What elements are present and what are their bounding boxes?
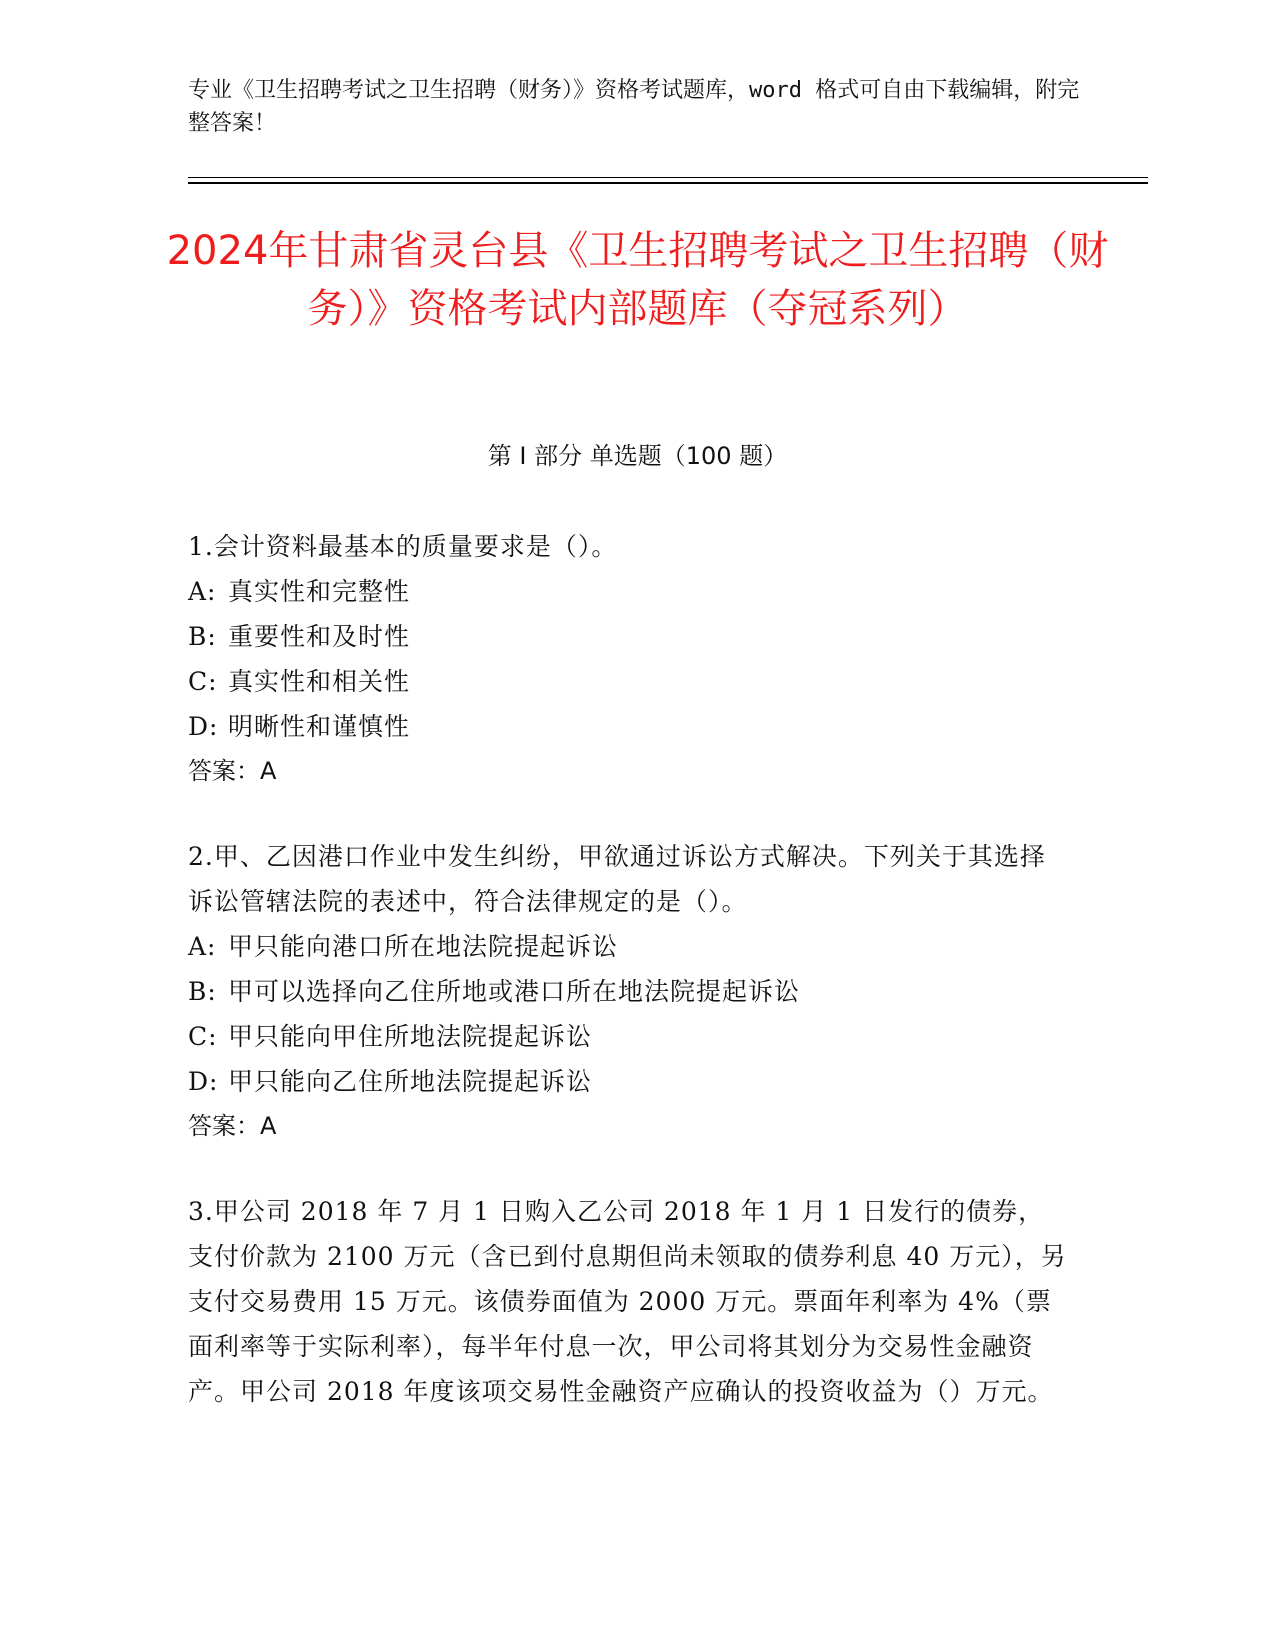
question-item [188, 834, 1068, 1149]
header-rule [188, 177, 1148, 178]
question-stem: 2.甲、乙因港口作业中发生纠纷，甲欲通过诉讼方式解决。下列关于其选择诉讼管辖法院的表述中，符合法律规定的是（）。 [188, 842, 1046, 916]
question-list [188, 524, 1068, 1454]
option-letter: C: [188, 1022, 218, 1051]
option-d [188, 1059, 1068, 1104]
option-letter: A: [188, 932, 217, 961]
answer-label: 答案： [188, 1112, 260, 1140]
document-title: 2024年甘肃省灵台县《卫生招聘考试之卫生招聘（财务）》资格考试内部题库（夺冠系列） [166, 228, 1109, 332]
option-d [188, 704, 1068, 749]
question-item [188, 524, 1068, 794]
option-text: 甲只能向港口所在地法院提起诉讼 [228, 932, 619, 961]
answer-line [188, 749, 1068, 794]
option-letter: D: [188, 712, 219, 741]
question-stem: 1.会计资料最基本的质量要求是（）。 [188, 532, 618, 561]
option-text: 真实性和完整性 [228, 577, 411, 606]
section-heading: 第 I 部分 单选题（100 题） [487, 442, 788, 470]
question-item [188, 1189, 1068, 1414]
option-letter: B: [188, 977, 217, 1006]
option-c [188, 659, 1068, 704]
option-text: 真实性和相关性 [228, 667, 411, 696]
option-letter: D: [188, 1067, 219, 1096]
option-text: 甲可以选择向乙住所地或港口所在地法院提起诉讼 [228, 977, 801, 1006]
answer-line [188, 1104, 1068, 1149]
option-text: 甲只能向乙住所地法院提起诉讼 [228, 1067, 593, 1096]
option-letter: B: [188, 622, 217, 651]
answer-value: A [260, 1112, 277, 1140]
option-b [188, 969, 1068, 1014]
answer-label: 答案： [188, 757, 260, 785]
option-c [188, 1014, 1068, 1059]
option-a [188, 569, 1068, 614]
header-rule-thick [188, 182, 1148, 184]
option-b [188, 614, 1068, 659]
option-letter: A: [188, 577, 217, 606]
option-text: 明晰性和谨慎性 [228, 712, 411, 741]
option-a [188, 924, 1068, 969]
header-note: 专业《卫生招聘考试之卫生招聘（财务）》资格考试题库，word 格式可自由下载编辑，附完整答案！ [188, 78, 1080, 136]
question-stem: 3.甲公司 2018 年 7 月 1 日购入乙公司 2018 年 1 月 1 日发行的债券，支付价款为 2100 万元（含已到付息期但尚未领取的债券利息 40 万元），另支付交易费用 15 万元。该债券面值为 2000 万元。票面年利率为 4%（票面利率等于实际利率），每半年付息一次，甲公司将其划分为交易性金融资产。甲公司 2018 年度该项交易性金融资产应确认的投资收益为（）万元。 [188, 1197, 1067, 1406]
option-text: 甲只能向甲住所地法院提起诉讼 [228, 1022, 593, 1051]
answer-value: A [260, 757, 277, 785]
option-text: 重要性和及时性 [228, 622, 411, 651]
option-letter: C: [188, 667, 218, 696]
